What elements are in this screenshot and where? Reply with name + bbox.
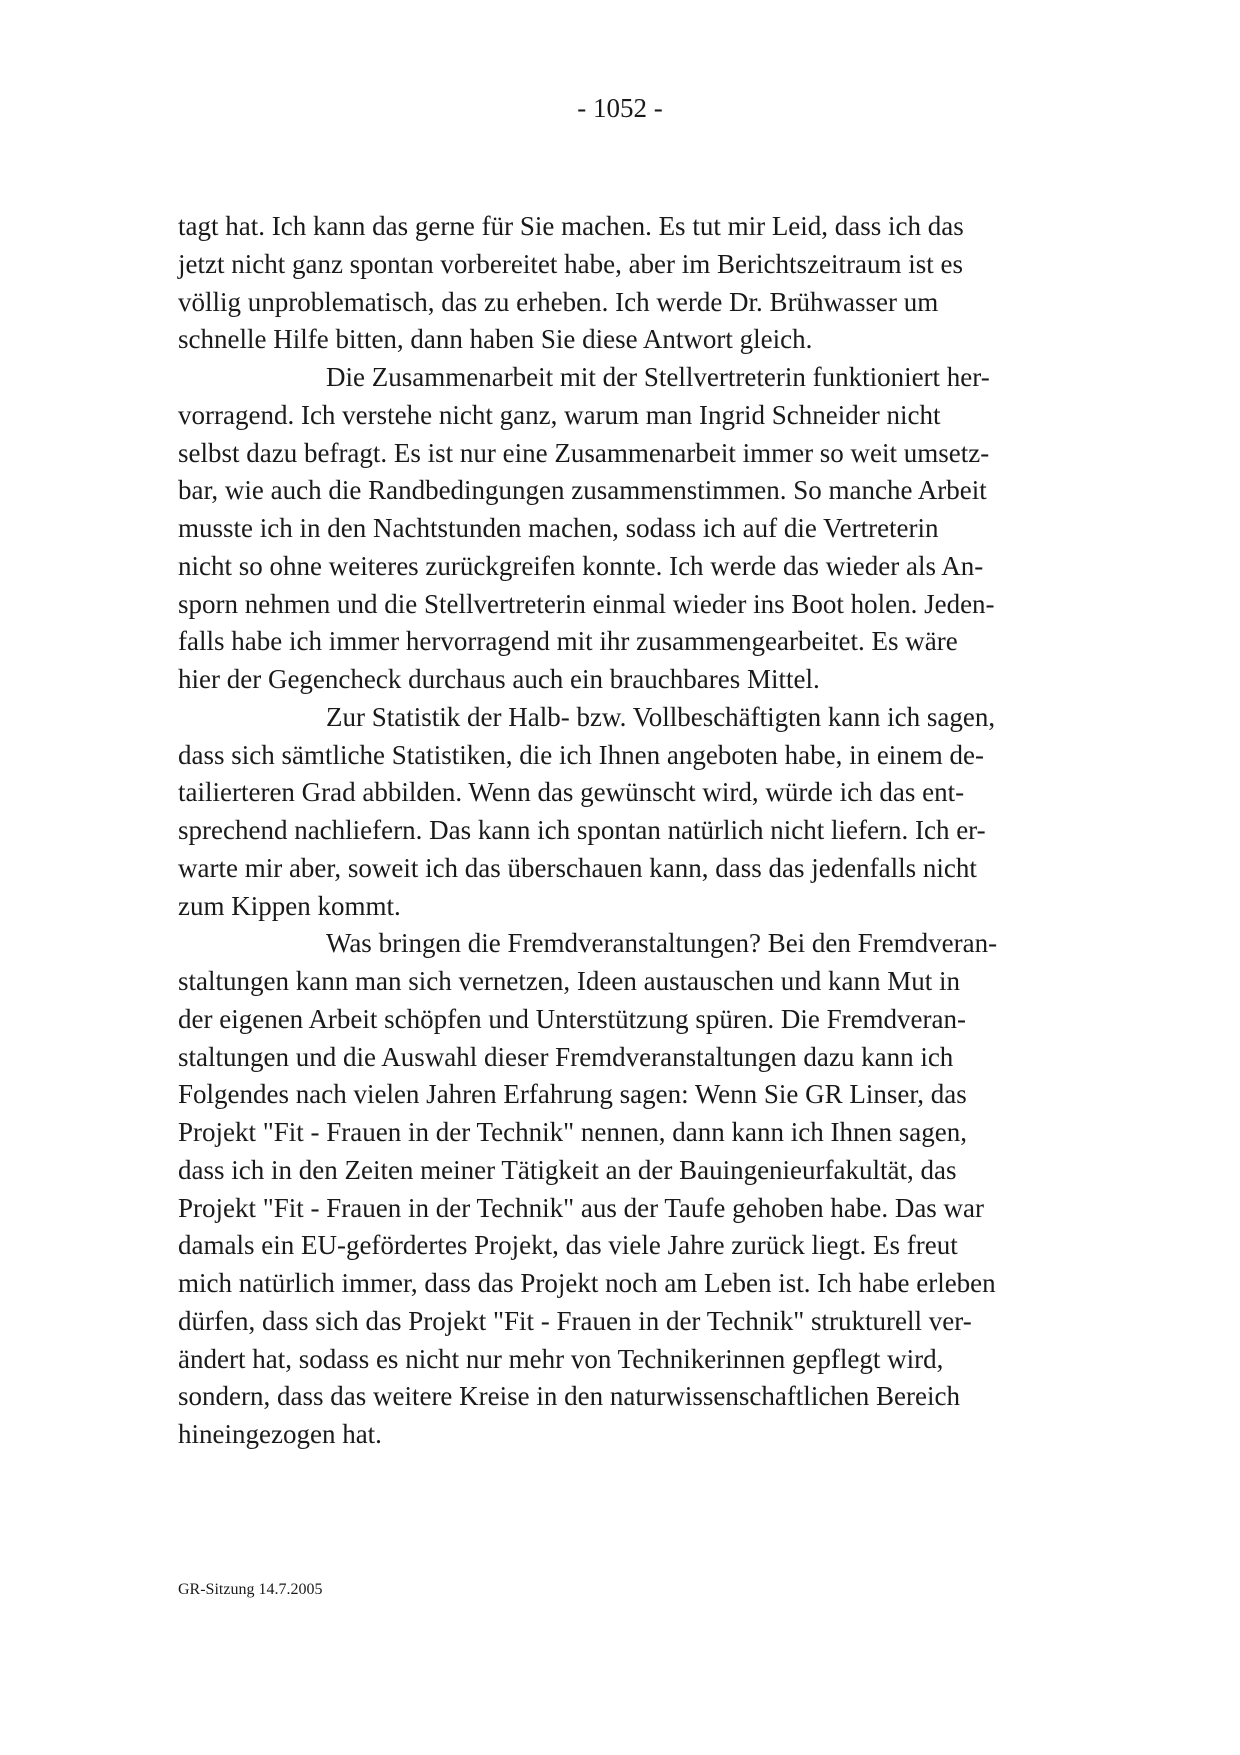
body-text xyxy=(178,208,1078,1454)
text-line: sprechend nachliefern. Das kann ich spontan natürlich nicht liefern. Ich er- xyxy=(178,815,986,845)
text-line: schnelle Hilfe bitten, dann haben Sie diese Antwort gleich. xyxy=(178,324,813,355)
text-line: vorragend. Ich verstehe nicht ganz, warum man Ingrid Schneider nicht xyxy=(178,399,941,430)
text-line: völlig unproblematisch, das zu erheben. Ich werde Dr. Brühwasser um xyxy=(178,286,939,317)
text-line: Folgendes nach vielen Jahren Erfahrung sagen: Wenn Sie GR Linser, das xyxy=(178,1079,967,1110)
text-line: nicht so ohne weiteres zurückgreifen konnte. Ich werde das wieder als An- xyxy=(178,550,984,581)
page-number: - 1052 - xyxy=(577,93,663,123)
text-line: falls habe ich immer hervorragend mit ihr zusammengearbeitet. Es wäre xyxy=(178,626,958,657)
text-line: ändert hat, sodass es nicht nur mehr von Technikerinnen gepflegt wird, xyxy=(178,1343,944,1374)
text-line: hier der Gegencheck durchaus auch ein brauchbares Mittel. xyxy=(178,664,820,694)
text-line: sondern, dass das weitere Kreise in den naturwissenschaftlichen Bereich xyxy=(178,1381,960,1412)
text-line: mich natürlich immer, dass das Projekt noch am Leben ist. Ich habe erleben xyxy=(178,1268,996,1298)
text-line: Projekt "Fit - Frauen in der Technik" nennen, dann kann ich Ihnen sagen, xyxy=(178,1117,967,1147)
text-line: staltungen und die Auswahl dieser Fremdveranstaltungen dazu kann ich xyxy=(178,1041,954,1072)
text-line: dass ich in den Zeiten meiner Tätigkeit an der Bauingenieurfakultät, das xyxy=(178,1154,957,1185)
text-line: tagt hat. Ich kann das gerne für Sie machen. Es tut mir Leid, dass ich das xyxy=(178,211,964,241)
text-line: damals ein EU-gefördertes Projekt, das viele Jahre zurück liegt. Es freut xyxy=(178,1230,958,1261)
text-line: selbst dazu befragt. Es ist nur eine Zusammenarbeit immer so weit umsetz- xyxy=(178,437,990,468)
footer-session-date: GR-Sitzung 14.7.2005 xyxy=(178,1581,323,1598)
text-line: Projekt "Fit - Frauen in der Technik" aus der Taufe gehoben habe. Das war xyxy=(178,1192,985,1223)
text-line: hineingezogen hat. xyxy=(178,1419,382,1449)
text-line: dürfen, dass sich das Projekt "Fit - Frauen in der Technik" strukturell ver- xyxy=(178,1305,972,1336)
paragraph-first-line: Zur Statistik der Halb- bzw. Vollbeschäftigten kann ich sagen, xyxy=(326,701,996,732)
paragraph-first-line: Was bringen die Fremdveranstaltungen? Bei den Fremdveran- xyxy=(326,928,998,959)
text-line: staltungen kann man sich vernetzen, Ideen austauschen und kann Mut in xyxy=(178,966,961,996)
text-line: sporn nehmen und die Stellvertreterin einmal wieder ins Boot holen. Jeden- xyxy=(178,588,995,619)
text-line: tailierteren Grad abbilden. Wenn das gewünscht wird, würde ich das ent- xyxy=(178,777,965,808)
text-line: musste ich in den Nachtstunden machen, sodass ich auf die Vertreterin xyxy=(178,513,939,543)
paragraph-first-line: Die Zusammenarbeit mit der Stellvertreterin funktioniert her- xyxy=(326,362,990,392)
text-line: zum Kippen kommt. xyxy=(178,890,401,921)
text-line: dass sich sämtliche Statistiken, die ich Ihnen angeboten habe, in einem de- xyxy=(178,739,985,770)
text-line: der eigenen Arbeit schöpfen und Unterstützung spüren. Die Fremdveran- xyxy=(178,1003,967,1034)
text-line: warte mir aber, soweit ich das überschauen kann, dass das jedenfalls nicht xyxy=(178,852,977,883)
text-line: bar, wie auch die Randbedingungen zusammenstimmen. So manche Arbeit xyxy=(178,475,987,506)
text-line: jetzt nicht ganz spontan vorbereitet habe, aber im Berichtszeitraum ist es xyxy=(178,248,963,279)
